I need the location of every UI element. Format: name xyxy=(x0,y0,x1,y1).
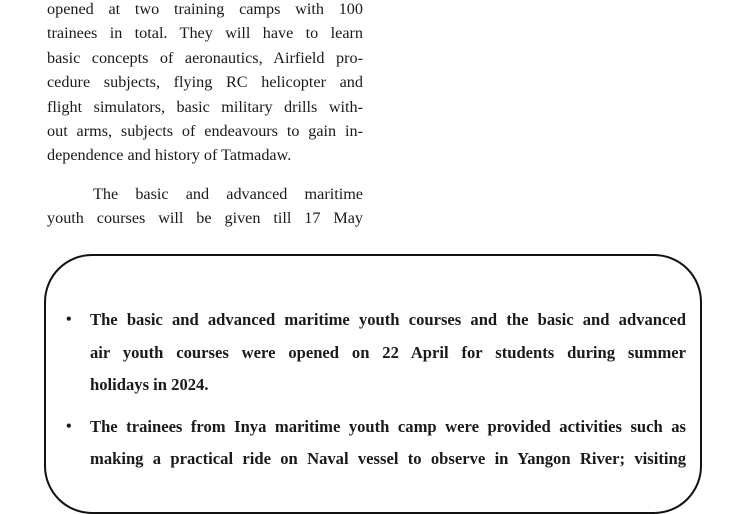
body-paragraph-2 xyxy=(47,182,363,231)
text-line: making a practical ride on Naval vessel to observe in Yangon River; visiting xyxy=(90,449,686,468)
text-line: opened at two training camps with 100 xyxy=(47,0,363,18)
text-line: The basic and advanced maritime xyxy=(93,185,363,203)
text-line: cedure subjects, flying RC helicopter and xyxy=(47,73,363,92)
text-line: trainees in total. They will have to learn xyxy=(47,24,363,43)
highlight-bullet-list xyxy=(66,304,686,485)
body-paragraph-1 xyxy=(47,0,363,168)
text-line: The basic and advanced maritime youth courses and the basic and advanced xyxy=(90,310,686,329)
bullet-text xyxy=(90,411,686,476)
text-line: flight simulators, basic military drills with- xyxy=(47,97,363,116)
text-line: The trainees from Inya maritime youth camp were provided activities such as xyxy=(90,416,686,436)
text-line: youth courses will be given till 17 May xyxy=(47,209,363,228)
list-item xyxy=(66,411,686,476)
bullet-text xyxy=(90,304,686,402)
text-line: holidays in 2024. xyxy=(90,375,209,394)
text-line: dependence and history of Tatmadaw. xyxy=(47,146,292,165)
text-line: basic concepts of aeronautics, Airfield pro- xyxy=(47,48,363,67)
list-item xyxy=(66,304,686,402)
bullet-icon: • xyxy=(66,417,72,435)
bullet-icon: • xyxy=(66,311,72,328)
text-line: air youth courses were opened on 22 April for students during summer xyxy=(90,342,686,362)
text-line: out arms, subjects of endeavours to gain in- xyxy=(47,122,363,141)
